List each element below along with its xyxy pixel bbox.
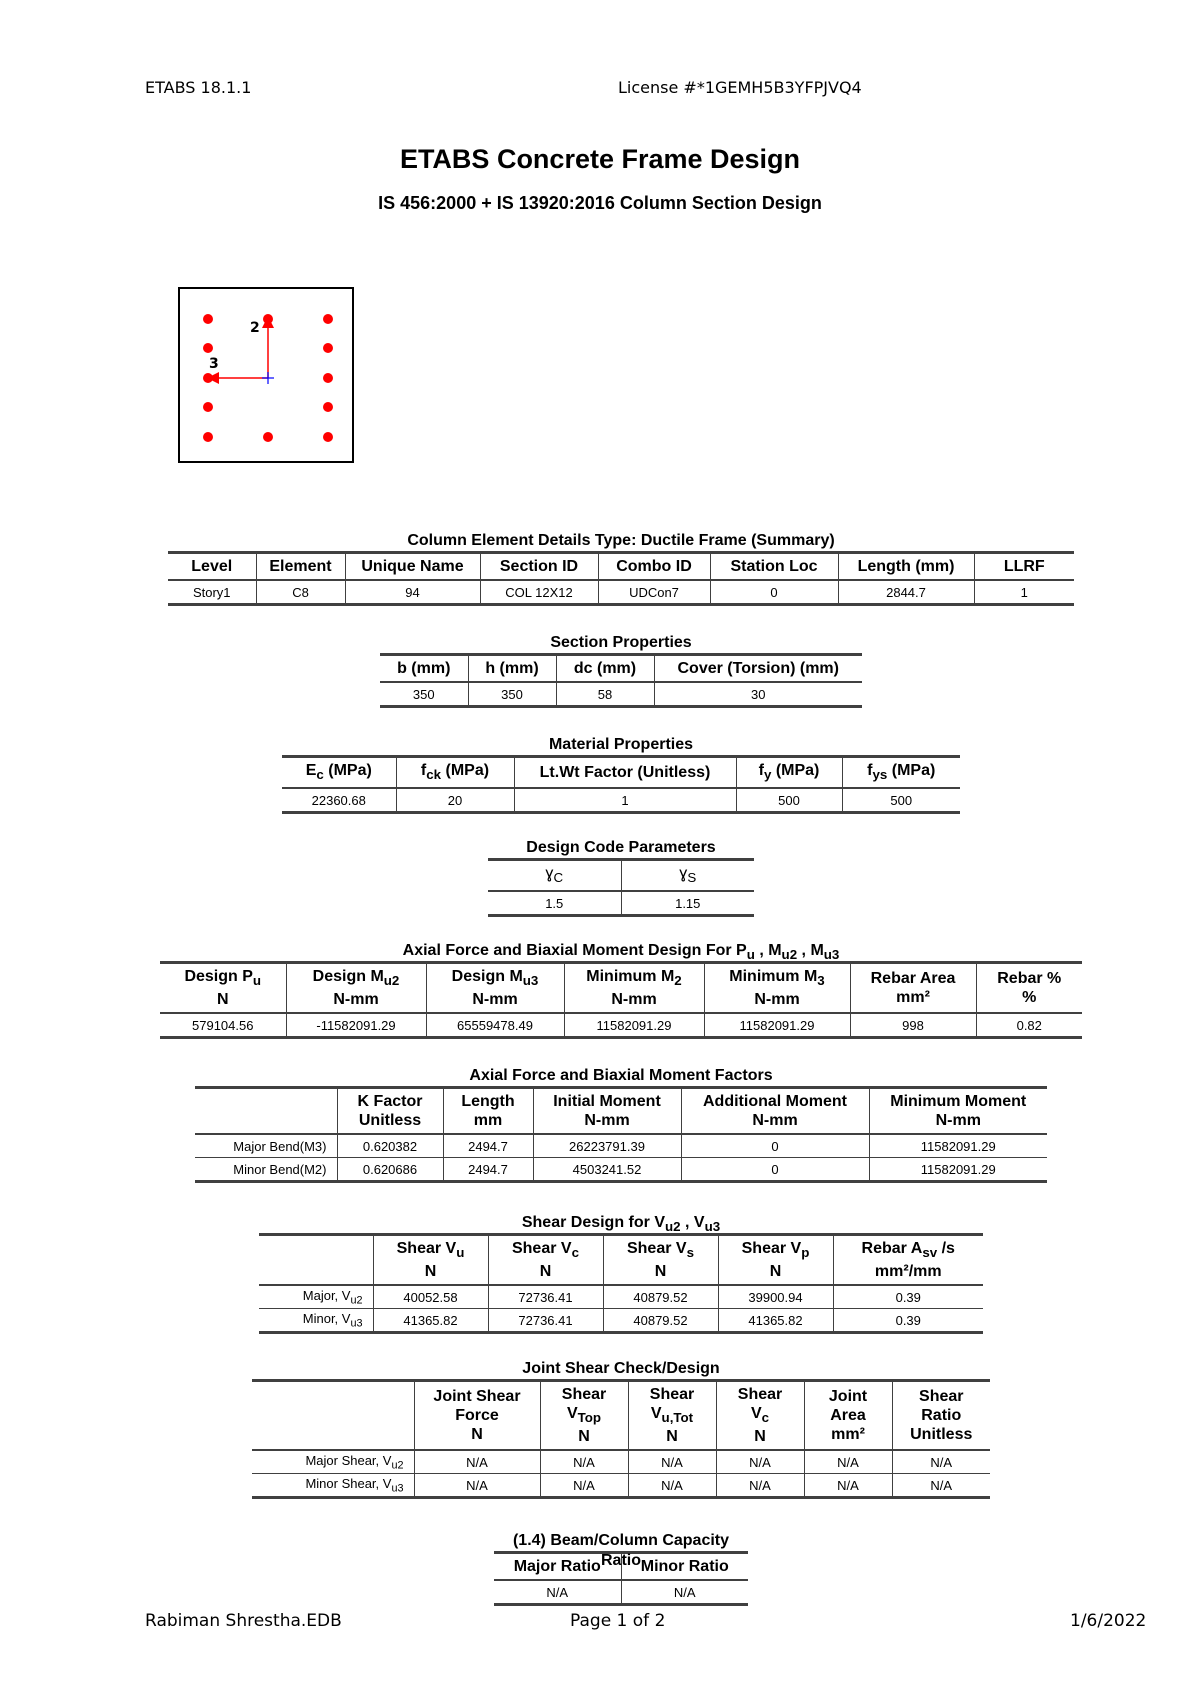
page-title: ETABS Concrete Frame Design bbox=[399, 144, 801, 174]
table-cell: 0.82 bbox=[976, 1013, 1082, 1038]
table-cell: N/A bbox=[892, 1474, 990, 1498]
col-header: $f_y$ (MPa) bbox=[736, 757, 842, 789]
row-label: Minor Shear, $V_{u3}$ bbox=[252, 1474, 414, 1498]
table-cell: N/A bbox=[621, 1580, 748, 1605]
rebar-dot bbox=[323, 314, 333, 324]
row-label: Major Bend(M3) bbox=[233, 1138, 327, 1154]
col-header: Rebar % % bbox=[976, 963, 1082, 1014]
table-cell: 39900.94 bbox=[718, 1285, 833, 1309]
table-cell: 4503241.52 bbox=[533, 1158, 681, 1182]
footer-page-number: Page 1 of 2 bbox=[570, 1611, 666, 1631]
section-properties-caption: Section Properties bbox=[550, 634, 692, 651]
material-properties-table bbox=[282, 755, 960, 814]
table-cell: 11582091.29 bbox=[704, 1013, 850, 1038]
col-header: $f_{ck}$ (MPa) bbox=[396, 757, 514, 789]
col-header: Shear $V_s$ N bbox=[603, 1235, 718, 1286]
table-cell: UDCon7 bbox=[598, 580, 710, 605]
table-row bbox=[488, 891, 754, 916]
moment-factors-caption: Axial Force and Biaxial Moment Factors bbox=[469, 1067, 773, 1084]
section-svg bbox=[180, 289, 352, 461]
capacity-ratio-section bbox=[494, 1531, 748, 1606]
col-header: LLRF bbox=[974, 553, 1074, 581]
col-header: b (mm) bbox=[380, 655, 468, 683]
table-cell: COL 12X12 bbox=[480, 580, 598, 605]
col-header: Joint Area mm² bbox=[804, 1381, 892, 1451]
table-cell: 20 bbox=[396, 788, 514, 813]
col-header: Element bbox=[256, 553, 345, 581]
table-cell: 0.620686 bbox=[337, 1158, 443, 1182]
table-cell: 1 bbox=[974, 580, 1074, 605]
table-row bbox=[259, 1285, 983, 1309]
col-header: Length (mm) bbox=[838, 553, 974, 581]
col-header: Design $P_u$ N bbox=[160, 963, 286, 1014]
col-header: Shear Ratio Unitless bbox=[892, 1381, 990, 1451]
col-header bbox=[252, 1381, 414, 1451]
table-cell: 2844.7 bbox=[838, 580, 974, 605]
table-cell: 2494.7 bbox=[443, 1158, 533, 1182]
rebar-dot bbox=[203, 432, 213, 442]
table-cell: N/A bbox=[540, 1474, 628, 1498]
moment-factors-table bbox=[195, 1086, 1047, 1183]
rebar-dot bbox=[203, 314, 213, 324]
table-cell: 40879.52 bbox=[603, 1309, 718, 1333]
shear-design-section bbox=[259, 1213, 983, 1334]
table-cell: N/A bbox=[414, 1474, 540, 1498]
col-header: h (mm) bbox=[468, 655, 556, 683]
row-label: Major, $V_{u2}$ bbox=[302, 1287, 363, 1307]
table-cell: 22360.68 bbox=[311, 792, 366, 808]
table-cell: 0.39 bbox=[833, 1309, 983, 1333]
row-label: Minor, $V_{u3}$ bbox=[259, 1309, 373, 1333]
table-cell: 41365.82 bbox=[718, 1309, 833, 1333]
table-cell: 0.39 bbox=[833, 1285, 983, 1309]
col-header: Shear $V_u$ N bbox=[373, 1235, 488, 1286]
col-header: Level bbox=[168, 553, 256, 581]
col-header: dc (mm) bbox=[556, 655, 654, 683]
footer-filename: Rabiman Shrestha.EDB bbox=[145, 1611, 342, 1631]
table-cell: 350 bbox=[468, 682, 556, 707]
joint-shear-table bbox=[252, 1379, 990, 1499]
table-cell: 11582091.29 bbox=[564, 1013, 704, 1038]
page-subtitle: IS 456:2000 + IS 13920:2016 Column Section Design bbox=[378, 193, 822, 213]
table-cell: N/A bbox=[628, 1474, 716, 1498]
table-cell: 1 bbox=[514, 788, 736, 813]
design-code-section bbox=[488, 838, 754, 917]
joint-shear-caption: Joint Shear Check/Design bbox=[522, 1360, 720, 1377]
table-cell: 26223791.39 bbox=[533, 1134, 681, 1158]
table-row bbox=[252, 1450, 990, 1474]
rebar-dot bbox=[323, 343, 333, 353]
section-properties-table bbox=[380, 653, 862, 708]
col-header: Shear $V_{u,Tot}$ N bbox=[628, 1381, 716, 1451]
footer-date: 1/6/2022 bbox=[1070, 1611, 1147, 1631]
table-cell: 0.620382 bbox=[337, 1134, 443, 1158]
col-header: Initial Moment N-mm bbox=[533, 1088, 681, 1135]
table-cell: 1.15 bbox=[621, 891, 754, 916]
joint-shear-section bbox=[252, 1359, 990, 1499]
table-cell: N/A bbox=[804, 1474, 892, 1498]
row-label: Minor Bend(M2) bbox=[195, 1158, 337, 1182]
col-header: $E_c$ (MPa) bbox=[282, 757, 396, 789]
table-row bbox=[160, 1013, 1082, 1038]
col-header: Rebar $A_{sv}$ /s mm²/mm bbox=[833, 1235, 983, 1286]
col-header: Minimum Moment N-mm bbox=[869, 1088, 1047, 1135]
table-cell: 500 bbox=[842, 788, 960, 813]
table-cell: 0 bbox=[710, 580, 838, 605]
table-cell: C8 bbox=[256, 580, 345, 605]
rebar-dot bbox=[203, 402, 213, 412]
table-cell: N/A bbox=[716, 1474, 804, 1498]
table-cell: 65559478.49 bbox=[426, 1013, 564, 1038]
table-cell: 11582091.29 bbox=[869, 1158, 1047, 1182]
table-cell: 579104.56 bbox=[192, 1017, 254, 1033]
header-license: License #*1GEMH5B3YFPJVQ4 bbox=[618, 78, 862, 97]
axial-design-section bbox=[160, 941, 1082, 1039]
element-details-caption: Column Element Details Type: Ductile Frame (Summary) bbox=[407, 532, 835, 549]
col-header: Shear $V_c$ N bbox=[716, 1381, 804, 1451]
table-cell: 41365.82 bbox=[373, 1309, 488, 1333]
table-cell: 94 bbox=[345, 580, 480, 605]
rebar-dot bbox=[203, 343, 213, 353]
row-label: Major Shear, $V_{u2}$ bbox=[305, 1452, 404, 1472]
col-header: K Factor Unitless bbox=[337, 1088, 443, 1135]
col-header: Cover (Torsion) (mm) bbox=[654, 655, 862, 683]
col-header: ɣ$_S$ bbox=[621, 860, 754, 892]
design-code-caption: Design Code Parameters bbox=[526, 839, 716, 856]
col-header: Minimum $M_3$ N-mm bbox=[704, 963, 850, 1014]
table-cell: 58 bbox=[556, 682, 654, 707]
col-header: Combo ID bbox=[598, 553, 710, 581]
table-cell: 500 bbox=[736, 788, 842, 813]
col-header: ɣ$_C$ bbox=[488, 860, 621, 892]
table-cell: N/A bbox=[892, 1450, 990, 1474]
col-header: Unique Name bbox=[345, 553, 480, 581]
table-cell: -11582091.29 bbox=[286, 1013, 426, 1038]
col-header: Shear $V_c$ N bbox=[488, 1235, 603, 1286]
col-header: Minimum $M_2$ N-mm bbox=[564, 963, 704, 1014]
col-header: Shear $V_{Top}$ N bbox=[540, 1381, 628, 1451]
table-cell: 40052.58 bbox=[373, 1285, 488, 1309]
table-cell: 72736.41 bbox=[488, 1285, 603, 1309]
axial-design-table bbox=[160, 961, 1082, 1039]
table-cell: N/A bbox=[414, 1450, 540, 1474]
element-details-table bbox=[168, 551, 1074, 606]
col-header: Design $M_{u3}$ N-mm bbox=[426, 963, 564, 1014]
table-row bbox=[494, 1580, 748, 1605]
shear-design-caption: Shear Design for $V_{u2}$ , $V_{u3}$ bbox=[521, 1214, 721, 1235]
table-cell: 40879.52 bbox=[603, 1285, 718, 1309]
table-cell: N/A bbox=[628, 1450, 716, 1474]
col-header: Shear $V_p$ N bbox=[718, 1235, 833, 1286]
col-header: Additional Moment N-mm bbox=[681, 1088, 869, 1135]
table-cell: 2494.7 bbox=[443, 1134, 533, 1158]
table-row bbox=[168, 580, 1074, 605]
moment-factors-section bbox=[195, 1066, 1047, 1183]
element-details-section bbox=[168, 531, 1074, 606]
table-cell: N/A bbox=[716, 1450, 804, 1474]
col-header: $f_{ys}$ (MPa) bbox=[842, 757, 960, 789]
table-cell: 72736.41 bbox=[488, 1309, 603, 1333]
axis-2-label: 2 bbox=[250, 320, 260, 336]
table-row bbox=[195, 1134, 1047, 1158]
shear-design-table bbox=[259, 1233, 983, 1334]
table-cell: 1.5 bbox=[545, 895, 564, 911]
rebar-dot bbox=[263, 432, 273, 442]
col-header: Minor Ratio bbox=[621, 1553, 748, 1581]
design-code-table bbox=[488, 858, 754, 917]
table-cell: 11582091.29 bbox=[869, 1134, 1047, 1158]
col-header bbox=[195, 1088, 337, 1135]
table-row bbox=[195, 1158, 1047, 1182]
col-header: Design $M_{u2}$ N-mm bbox=[286, 963, 426, 1014]
col-header: Section ID bbox=[480, 553, 598, 581]
table-cell: N/A bbox=[540, 1450, 628, 1474]
table-row bbox=[282, 788, 960, 813]
table-cell: 0 bbox=[681, 1134, 869, 1158]
table-row bbox=[259, 1309, 983, 1333]
col-header: Length mm bbox=[443, 1088, 533, 1135]
rebar-dot bbox=[323, 432, 333, 442]
table-cell: N/A bbox=[804, 1450, 892, 1474]
material-properties-section bbox=[282, 735, 960, 814]
header-software-version: ETABS 18.1.1 bbox=[145, 78, 252, 97]
column-section-diagram bbox=[178, 287, 354, 463]
table-cell: 0 bbox=[681, 1158, 869, 1182]
table-cell: N/A bbox=[546, 1584, 569, 1600]
table-cell: 998 bbox=[850, 1013, 976, 1038]
col-header bbox=[259, 1235, 373, 1286]
rebar-dot bbox=[323, 402, 333, 412]
col-header: Major Ratio bbox=[494, 1553, 621, 1581]
material-properties-caption: Material Properties bbox=[548, 736, 694, 753]
col-header: Joint Shear Force N bbox=[414, 1381, 540, 1451]
axis-3-label: 3 bbox=[209, 356, 219, 372]
section-properties-section bbox=[380, 633, 862, 708]
table-row bbox=[252, 1474, 990, 1498]
col-header: Station Loc bbox=[710, 553, 838, 581]
col-header: Rebar Area mm² bbox=[850, 963, 976, 1014]
axial-design-caption: Axial Force and Biaxial Moment Design For $P_u$ , $M_{u2}$ , $M_{u3}$ bbox=[402, 942, 840, 963]
capacity-ratio-caption: (1.4) Beam/Column Capacity Ratio bbox=[512, 1532, 730, 1569]
table-cell: Story1 bbox=[192, 584, 231, 600]
rebar-dot bbox=[323, 373, 333, 383]
col-header: Lt.Wt Factor (Unitless) bbox=[514, 757, 736, 789]
table-cell: 350 bbox=[412, 686, 435, 702]
table-row bbox=[380, 682, 862, 707]
table-cell: 30 bbox=[654, 682, 862, 707]
